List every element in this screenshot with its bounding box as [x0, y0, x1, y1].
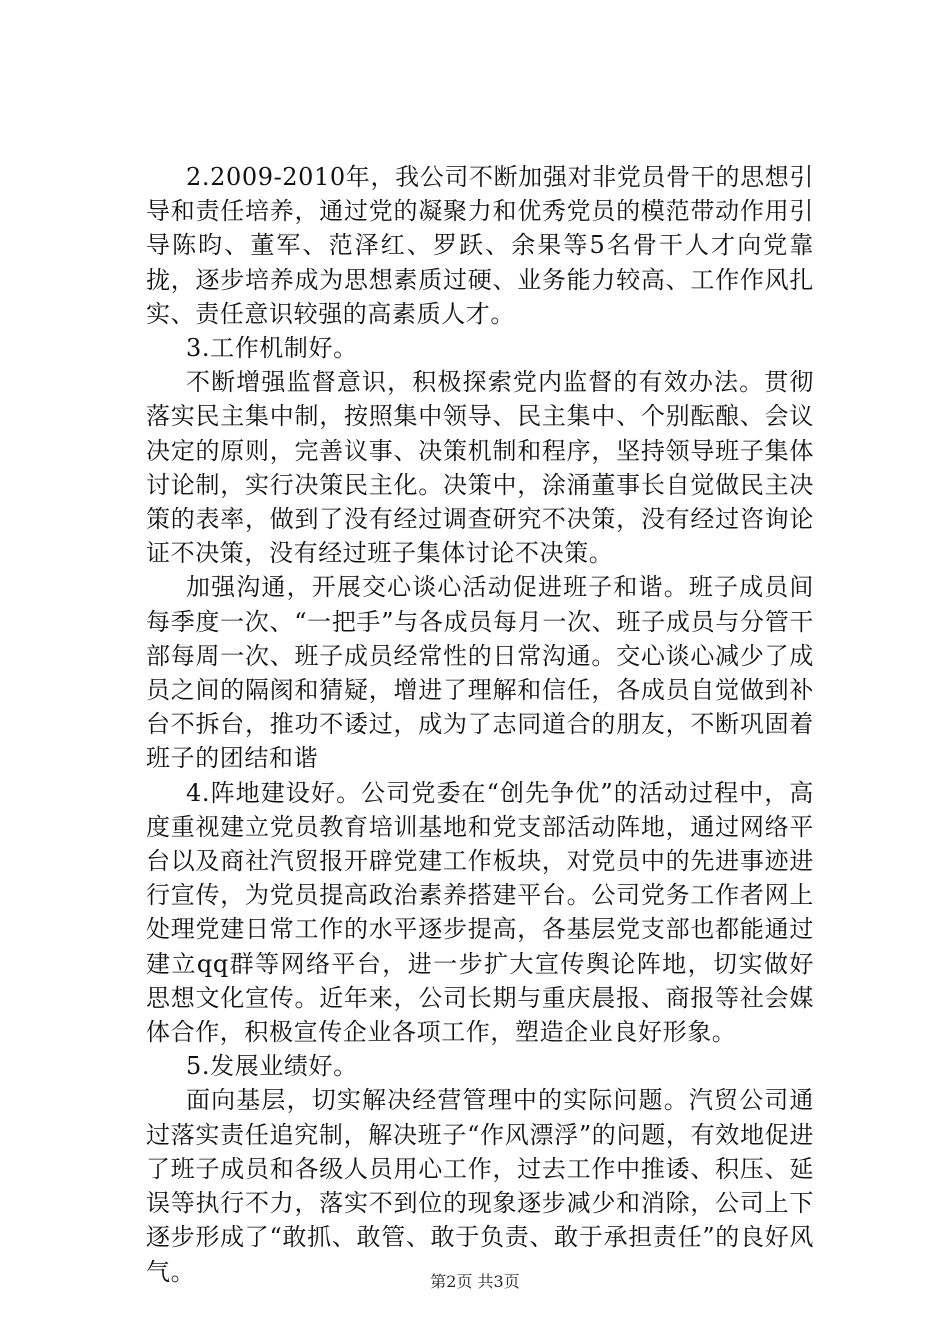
- page-number-footer: 第2页 共3页: [430, 1272, 520, 1291]
- paragraph-communication: 加强沟通，开展交心谈心活动促进班子和谐。班子成员间每季度一次、“一把手”与各成员每月一次、班子成员与分管干部每周一次、班子成员经常性的日常沟通。交心谈心减少了成员之间的隔阂和猜疑，增进了理解和信任，各成员自觉做到补台不拆台，推功不诿过，成为了志同道合的朋友，不断巩固着班子的团结和谐: [146, 573, 814, 773]
- paragraph-cadre-training: 2.2009-2010年，我公司不断加强对非党员骨干的思想引导和责任培养，通过党的凝聚力和优秀党员的模范带动作用引导陈昀、董军、范泽红、罗跃、余果等5名骨干人才向党靠拢，逐步培养成为思想素质过硬、业务能力较高、工作作风扎实、责任意识较强的高素质人才。: [146, 163, 814, 328]
- paragraph-position-building: 4.阵地建设好。公司党委在“创先争优”的活动过程中，高度重视建立党员教育培训基地和党支部活动阵地，通过网络平台以及商社汽贸报开辟党建工作板块，对党员中的先进事迹进行宣传，为党员提高政治素养搭建平台。公司党务工作者网上处理党建日常工作的水平逐步提高，各基层党支部也都能通过建立qq群等网络平台，进一步扩大宣传舆论阵地，切实做好思想文化宣传。近年来，公司长期与重庆晨报、商报等社会媒体合作，积极宣传企业各项工作，塑造企业良好形象。: [146, 778, 814, 1047]
- heading-performance: 5.发展业绩好。: [186, 1052, 358, 1081]
- document-body: [146, 160, 814, 1289]
- heading-work-mechanism: 3.工作机制好。: [186, 334, 358, 363]
- paragraph-supervision: 不断增强监督意识，积极探索党内监督的有效办法。贯彻落实民主集中制，按照集中领导、民主集中、个别酝酿、会议决定的原则，完善议事、决策机制和程序，坚持领导班子集体讨论制，实行决策民主化。决策中，涂涌董事长自觉做民主决策的表率，做到了没有经过调查研究不决策，没有经过咨询论证不决策，没有经过班子集体讨论不决策。: [146, 368, 814, 568]
- paragraph-grassroots: 面向基层，切实解决经营管理中的实际问题。汽贸公司通过落实责任追究制，解决班子“作风漂浮”的问题，有效地促进了班子成员和各级人员用心工作，过去工作中推诿、积压、延误等执行不力，落实不到位的现象逐步减少和消除，公司上下逐步形成了“敢抓、敢管、敢于负责、敢于承担责任”的良好风气。: [146, 1086, 814, 1286]
